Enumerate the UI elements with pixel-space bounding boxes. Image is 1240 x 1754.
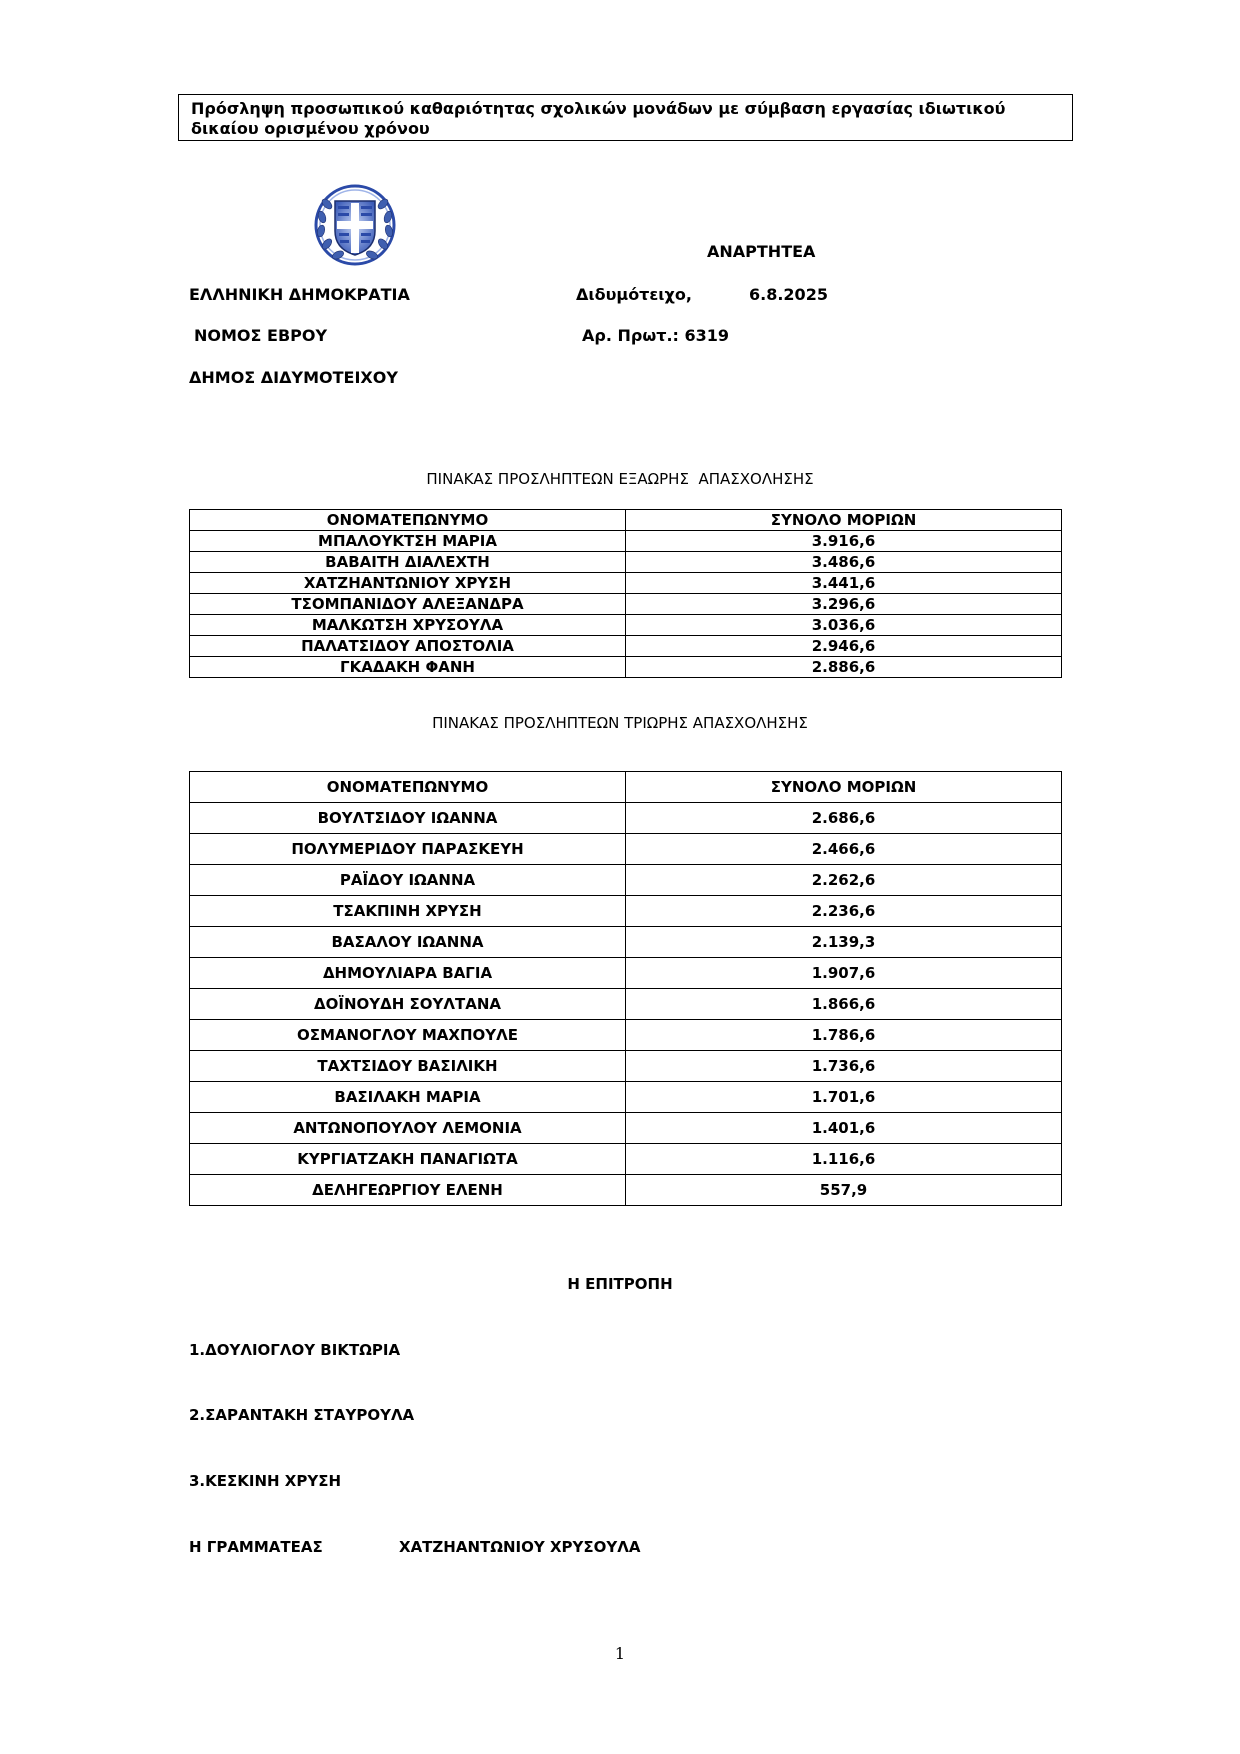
greek-coat-of-arms-icon (313, 183, 397, 267)
name-cell: ΟΣΜΑΝΟΓΛΟΥ ΜΑΧΠΟΥΛΕ (190, 1020, 626, 1051)
points-cell: 2.686,6 (626, 803, 1062, 834)
table-row (190, 1113, 1062, 1144)
table-row (190, 615, 1062, 636)
table-row (190, 1175, 1062, 1206)
table-row (190, 1020, 1062, 1051)
points-cell: 2.139,3 (626, 927, 1062, 958)
name-cell: ΤΑΧΤΣΙΔΟΥ ΒΑΣΙΛΙΚΗ (190, 1051, 626, 1082)
points-cell: 2.886,6 (626, 657, 1062, 678)
table-row (190, 1051, 1062, 1082)
committee-member-3: 3.ΚΕΣΚΙΝΗ ΧΡΥΣΗ (189, 1472, 342, 1490)
place-label: Διδυμότειχο, (576, 285, 692, 304)
prefecture-label: ΝΟΜΟΣ ΕΒΡΟΥ (194, 326, 328, 345)
table-2-title: ΠΙΝΑΚΑΣ ΠΡΟΣΛΗΠΤΕΩΝ ΤΡΙΩΡΗΣ ΑΠΑΣΧΟΛΗΣΗΣ (432, 714, 808, 732)
secretary-label: Η ΓΡΑΜΜΑΤΕΑΣ (189, 1538, 323, 1556)
name-cell: ΒΑΒΑΙΤΗ ΔΙΑΛΕΧΤΗ (190, 552, 626, 573)
name-cell: ΒΟΥΛΤΣΙΔΟΥ ΙΩΑΝΝΑ (190, 803, 626, 834)
points-cell: 1.866,6 (626, 989, 1062, 1020)
name-cell: ΚΥΡΓΙΑΤΖΑΚΗ ΠΑΝΑΓΙΩΤΑ (190, 1144, 626, 1175)
name-cell: ΑΝΤΩΝΟΠΟΥΛΟΥ ΛΕΜΟΝΙΑ (190, 1113, 626, 1144)
table-row (190, 989, 1062, 1020)
table-1-title: ΠΙΝΑΚΑΣ ΠΡΟΣΛΗΠΤΕΩΝ ΕΞΑΩΡΗΣ ΑΠΑΣΧΟΛΗΣΗΣ (426, 470, 814, 488)
table-row (190, 865, 1062, 896)
name-cell: ΓΚΑΔΑΚΗ ΦΑΝΗ (190, 657, 626, 678)
points-cell: 3.486,6 (626, 552, 1062, 573)
name-cell: ΜΑΛΚΩΤΣΗ ΧΡΥΣΟΥΛΑ (190, 615, 626, 636)
committee-title: Η ΕΠΙΤΡΟΠΗ (567, 1275, 673, 1293)
table-row (190, 594, 1062, 615)
points-cell: 1.401,6 (626, 1113, 1062, 1144)
points-cell: 1.907,6 (626, 958, 1062, 989)
table-row (190, 1144, 1062, 1175)
table-row (190, 531, 1062, 552)
secretary-name: ΧΑΤΖΗΑΝΤΩΝΙΟΥ ΧΡΥΣΟΥΛΑ (399, 1538, 641, 1556)
table-row (190, 552, 1062, 573)
name-cell: ΔΕΛΗΓΕΩΡΓΙΟΥ ΕΛΕΝΗ (190, 1175, 626, 1206)
column-header-name: ΟΝΟΜΑΤΕΠΩΝΥΜΟ (190, 772, 626, 803)
subject-box (178, 94, 1073, 141)
name-cell: ΒΑΣΑΛΟΥ ΙΩΑΝΝΑ (190, 927, 626, 958)
points-cell: 1.736,6 (626, 1051, 1062, 1082)
column-header-name: ΟΝΟΜΑΤΕΠΩΝΥΜΟ (190, 510, 626, 531)
name-cell: ΒΑΣΙΛΑΚΗ ΜΑΡΙΑ (190, 1082, 626, 1113)
table-row (190, 834, 1062, 865)
republic-label: ΕΛΛΗΝΙΚΗ ΔΗΜΟΚΡΑΤΙΑ (189, 285, 410, 304)
table-row (190, 803, 1062, 834)
points-cell: 2.262,6 (626, 865, 1062, 896)
municipality-label: ΔΗΜΟΣ ΔΙΔΥΜΟΤΕΙΧΟΥ (189, 368, 398, 387)
table-row (190, 896, 1062, 927)
table-2 (189, 771, 1062, 1206)
document-date: 6.8.2025 (749, 285, 828, 304)
points-cell: 3.916,6 (626, 531, 1062, 552)
protocol-number: Αρ. Πρωτ.: 6319 (582, 326, 730, 345)
table-header-row (190, 772, 1062, 803)
committee-member-1: 1.ΔΟΥΛΙΟΓΛΟΥ ΒΙΚΤΩΡΙΑ (189, 1341, 401, 1359)
name-cell: ΤΣΑΚΠΙΝΗ ΧΡΥΣΗ (190, 896, 626, 927)
points-cell: 1.786,6 (626, 1020, 1062, 1051)
name-cell: ΜΠΑΛΟΥΚΤΣΗ ΜΑΡΙΑ (190, 531, 626, 552)
table-row (190, 927, 1062, 958)
points-cell: 3.441,6 (626, 573, 1062, 594)
name-cell: ΠΟΛΥΜΕΡΙΔΟΥ ΠΑΡΑΣΚΕΥΗ (190, 834, 626, 865)
table-row (190, 958, 1062, 989)
name-cell: ΤΣΟΜΠΑΝΙΔΟΥ ΑΛΕΞΑΝΔΡΑ (190, 594, 626, 615)
name-cell: ΔΗΜΟΥΛΙΑΡΑ ΒΑΓΙΑ (190, 958, 626, 989)
table-row (190, 636, 1062, 657)
points-cell: 3.036,6 (626, 615, 1062, 636)
publish-label: ΑΝΑΡΤΗΤΕΑ (707, 242, 816, 261)
subject-text: Πρόσληψη προσωπικού καθαριότητας σχολικών μονάδων με σύμβαση εργασίας ιδιωτικού δικαίου ορισμένου χρόνου (191, 99, 1006, 138)
table-row (190, 657, 1062, 678)
name-cell: ΧΑΤΖΗΑΝΤΩΝΙΟΥ ΧΡΥΣΗ (190, 573, 626, 594)
committee-member-2: 2.ΣΑΡΑΝΤΑΚΗ ΣΤΑΥΡΟΥΛΑ (189, 1406, 415, 1424)
table-row (190, 573, 1062, 594)
column-header-points: ΣΥΝΟΛΟ ΜΟΡΙΩΝ (626, 510, 1062, 531)
points-cell: 2.466,6 (626, 834, 1062, 865)
name-cell: ΠΑΛΑΤΣΙΔΟΥ ΑΠΟΣΤΟΛΙΑ (190, 636, 626, 657)
points-cell: 1.116,6 (626, 1144, 1062, 1175)
points-cell: 2.946,6 (626, 636, 1062, 657)
points-cell: 557,9 (626, 1175, 1062, 1206)
column-header-points: ΣΥΝΟΛΟ ΜΟΡΙΩΝ (626, 772, 1062, 803)
points-cell: 1.701,6 (626, 1082, 1062, 1113)
name-cell: ΡΑΪΔΟΥ ΙΩΑΝΝΑ (190, 865, 626, 896)
name-cell: ΔΟΪΝΟΥΔΗ ΣΟΥΛΤΑΝΑ (190, 989, 626, 1020)
table-1 (189, 509, 1062, 678)
table-header-row (190, 510, 1062, 531)
points-cell: 3.296,6 (626, 594, 1062, 615)
page-number: 1 (614, 1644, 626, 1663)
points-cell: 2.236,6 (626, 896, 1062, 927)
table-row (190, 1082, 1062, 1113)
